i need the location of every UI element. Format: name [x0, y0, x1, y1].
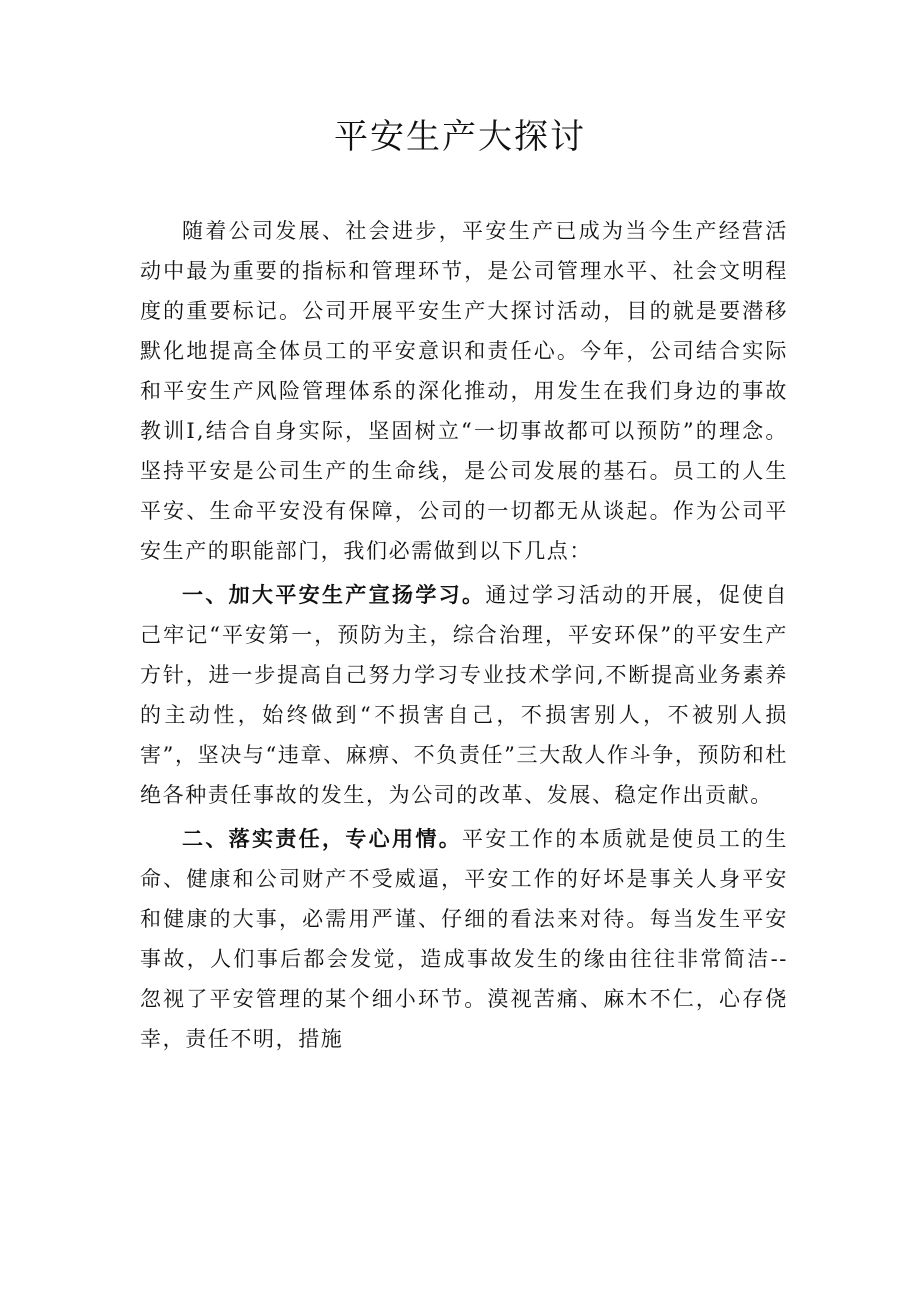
- section-2-text: 平安工作的本质就是使员工的生命、健康和公司财产不受威逼，平安工作的好坏是事关人身平安和健康的大事，必需用严谨、仔细的看法来对待。每当发生平安事故，人们事后都会发觉，造成事故发生的缘由往往非常简洁--忽视了平安管理的某个细小环节。漠视苦痛、麻木不仁，心存侥幸，责任不明，措施: [140, 827, 788, 1051]
- paragraph-section-1: [140, 575, 788, 815]
- section-1-heading: 一、加大平安生产宣扬学习。: [182, 582, 486, 607]
- document-title: 平安生产大探讨: [334, 117, 586, 157]
- section-2-heading: 二、落实责任，专心用情。: [182, 826, 463, 851]
- section-1-text: 通过学习活动的开展，促使自己牢记“平安第一，预防为主，综合治理，平安环保”的平安生产方针，进一步提高自己努力学习专业技术学问,不断提高业务素养的主动性，始终做到“不损害自己，不损害别人，不被别人损害”，坚决与“违章、麻痹、不负责任”三大敌人作斗争，预防和杜绝各种责任事故的发生，为公司的改革、发展、稳定作出贡献。: [140, 583, 788, 807]
- paragraph-intro-text: 随着公司发展、社会进步，平安生产已成为当今生产经营活动中最为重要的指标和管理环节，是公司管理水平、社会文明程度的重要标记。公司开展平安生产大探讨活动，目的就是要潜移默化地提高全体员工的平安意识和责任心。今年，公司结合实际和平安生产风险管理体系的深化推动，用发生在我们身边的事故教训Ⅰ,结合自身实际，坚固树立“一切事故都可以预防”的理念。坚持平安是公司生产的生命线，是公司发展的基石。员工的人生平安、生命平安没有保障，公司的一切都无从谈起。作为公司平安生产的职能部门，我们必需做到以下几点：: [140, 219, 788, 563]
- document-body: [140, 211, 788, 1059]
- paragraph-section-2: [140, 819, 788, 1059]
- paragraph-intro: [140, 211, 788, 571]
